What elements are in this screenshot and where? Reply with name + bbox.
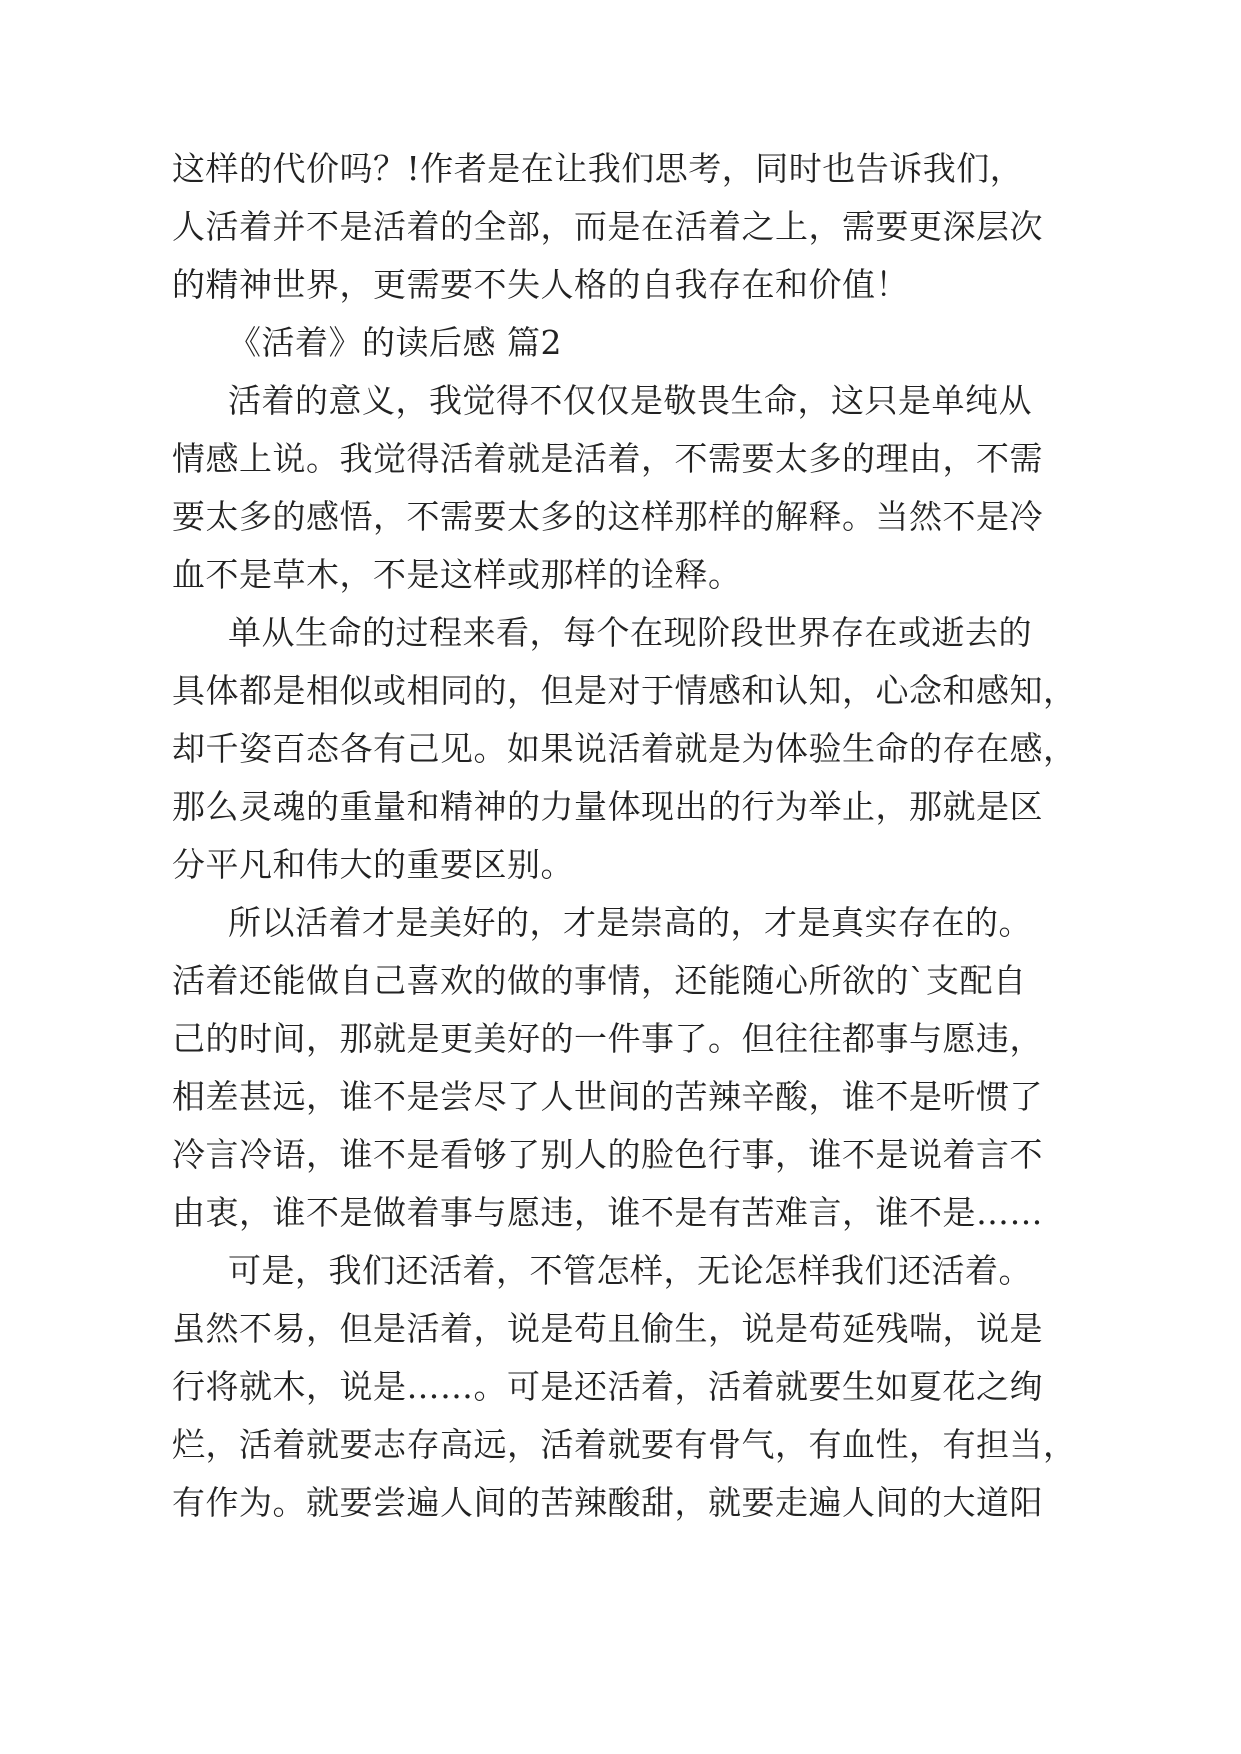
text-line: 的精神世界，更需要不失人格的自我存在和价值！ bbox=[172, 265, 909, 304]
text-line: 可是，我们还活着，不管怎样，无论怎样我们还活着。 bbox=[228, 1251, 1032, 1290]
text-line: 单从生命的过程来看，每个在现阶段世界存在或逝去的 bbox=[228, 613, 1032, 652]
text-line: 血不是草木，不是这样或那样的诠释。 bbox=[172, 555, 742, 594]
text-line: 分平凡和伟大的重要区别。 bbox=[172, 845, 574, 884]
text-line: 行将就木，说是……。可是还活着，活着就要生如夏花之绚 bbox=[172, 1367, 1043, 1406]
text-line: 情感上说。我觉得活着就是活着，不需要太多的理由，不需 bbox=[172, 439, 1043, 478]
text-line: 人活着并不是活着的全部，而是在活着之上，需要更深层次 bbox=[172, 207, 1043, 246]
text-line: 要太多的感悟，不需要太多的这样那样的解释。当然不是冷 bbox=[172, 497, 1043, 536]
text-line: 那么灵魂的重量和精神的力量体现出的行为举止，那就是区 bbox=[172, 787, 1043, 826]
text-line: 活着的意义，我觉得不仅仅是敬畏生命，这只是单纯从 bbox=[228, 381, 1032, 420]
text-line: 烂，活着就要志存高远，活着就要有骨气，有血性，有担当， bbox=[172, 1425, 1077, 1464]
text-line: 却千姿百态各有己见。如果说活着就是为体验生命的存在感， bbox=[172, 729, 1077, 768]
text-line: 相差甚远，谁不是尝尽了人世间的苦辣辛酸，谁不是听惯了 bbox=[172, 1077, 1043, 1116]
text-line: 这样的代价吗？!作者是在让我们思考，同时也告诉我们， bbox=[172, 149, 1024, 188]
text-line: 所以活着才是美好的，才是崇高的，才是真实存在的。 bbox=[228, 903, 1032, 942]
text-line: 虽然不易，但是活着，说是苟且偷生，说是苟延残喘，说是 bbox=[172, 1309, 1043, 1348]
text-line: 由衷，谁不是做着事与愿违，谁不是有苦难言，谁不是…… bbox=[172, 1193, 1043, 1232]
text-line: 冷言冷语，谁不是看够了别人的脸色行事，谁不是说着言不 bbox=[172, 1135, 1043, 1174]
text-line: 活着还能做自己喜欢的做的事情，还能随心所欲的`支配自 bbox=[172, 961, 1027, 1000]
section-heading: 《活着》的读后感 篇2 bbox=[228, 323, 562, 362]
text-line: 有作为。就要尝遍人间的苦辣酸甜，就要走遍人间的大道阳 bbox=[172, 1483, 1043, 1522]
text-line: 己的时间，那就是更美好的一件事了。但往往都事与愿违， bbox=[172, 1019, 1043, 1058]
text-line: 具体都是相似或相同的，但是对于情感和认知，心念和感知， bbox=[172, 671, 1077, 710]
